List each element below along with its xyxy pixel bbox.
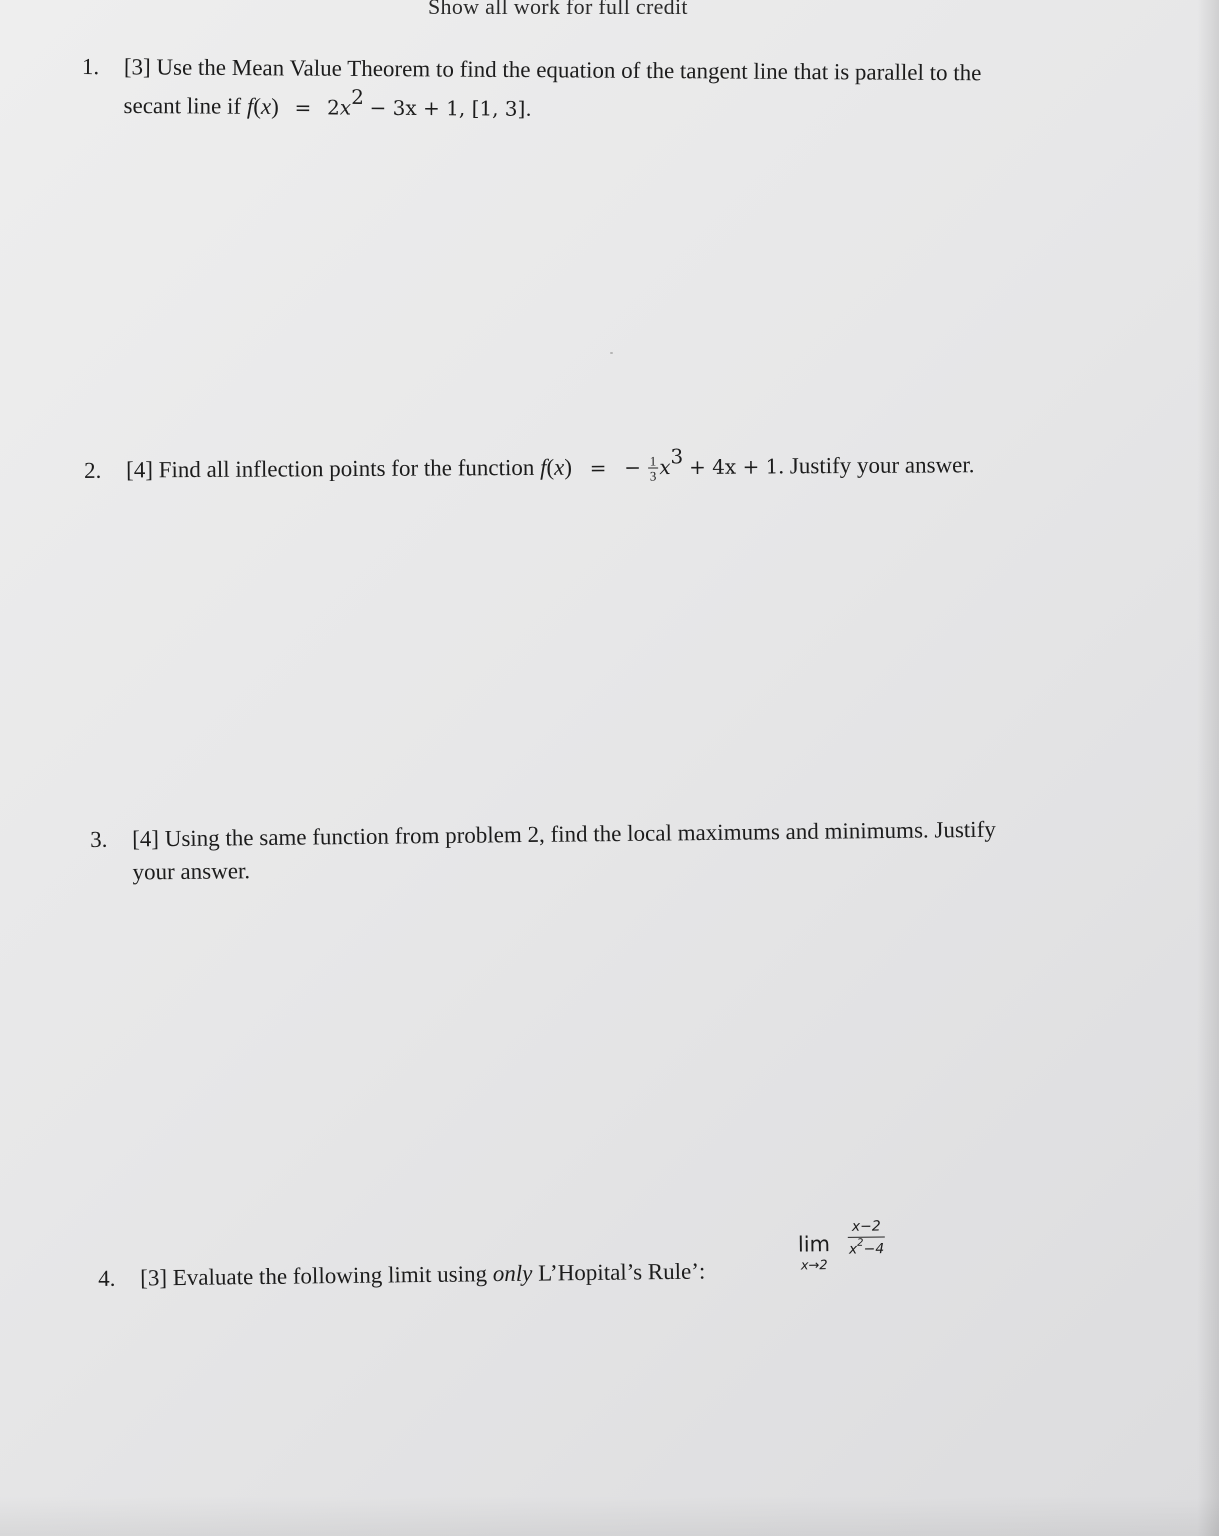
limit-fraction — [848, 1219, 885, 1258]
question-2-number: 2. — [84, 457, 102, 483]
question-3 — [90, 813, 996, 890]
function-rest: + 4x + 1 — [688, 454, 779, 479]
question-1-number: 1. — [81, 53, 100, 80]
question-1-line-2 — [81, 83, 981, 128]
question-4-prompt-a: [3] Evaluate the following limit using — [140, 1261, 488, 1291]
question-4-emphasis: only — [492, 1260, 533, 1287]
equals-sign: = — [589, 455, 607, 480]
function-rest: − 3x + 1, [1, 3]. — [369, 96, 532, 122]
question-4-number: 4. — [98, 1265, 116, 1291]
function-variable: x — [554, 454, 565, 480]
page-edge-shadow — [1197, 0, 1219, 1536]
page-bottom-shadow — [0, 1496, 1219, 1536]
fraction-one-third — [648, 455, 659, 483]
paren-open: ( — [546, 454, 555, 480]
question-4-prompt-b: L’Hopital’s Rule’: — [537, 1258, 706, 1286]
question-3-number: 3. — [90, 826, 108, 852]
variable: x — [659, 455, 671, 480]
paren-open: ( — [253, 94, 262, 120]
question-3-prompt: [4] Using the same function from problem 2, find the local maximums and minimums. Justify — [132, 816, 996, 852]
question-3-line-2: your answer. — [132, 858, 251, 885]
limit-subscript: x→2 — [800, 1258, 828, 1274]
coefficient: 2 — [327, 95, 340, 120]
paper-speck — [610, 352, 613, 354]
fraction-numerator: 1 — [649, 453, 657, 469]
question-4 — [98, 1255, 706, 1296]
paren-close: ) — [564, 454, 573, 480]
minus-sign: − — [624, 455, 642, 480]
question-1-prompt: [3] Use the Mean Value Theorem to find the equation of the tangent line that is parallel to the — [123, 54, 982, 86]
limit-expression — [797, 1218, 886, 1274]
question-1 — [81, 50, 981, 129]
instructions-header: Show all work for full credit — [428, 0, 688, 19]
limit-word: lim — [797, 1232, 831, 1257]
denominator-exponent: 2 — [857, 1238, 864, 1250]
limit-numerator: x−2 — [848, 1219, 885, 1238]
function-name: f — [246, 94, 254, 120]
limit-denominator — [848, 1238, 885, 1258]
function-name: f — [539, 454, 547, 480]
limit-operator — [798, 1232, 831, 1273]
paren-close: ) — [271, 94, 279, 120]
question-1-lead: secant line if — [123, 93, 242, 120]
fraction-denominator: 3 — [649, 468, 657, 484]
variable: x — [339, 95, 352, 120]
question-2-prompt: [4] Find all inflection points for the function — [126, 454, 535, 483]
exponent: 3 — [670, 444, 684, 469]
denominator-variable: x — [848, 1241, 858, 1258]
equals-sign: = — [294, 95, 312, 120]
function-variable: x — [260, 94, 272, 120]
question-2 — [84, 443, 975, 487]
denominator-rest: −4 — [863, 1241, 885, 1258]
exponent: 2 — [351, 85, 364, 110]
question-2-tail: . Justify your answer. — [778, 452, 975, 479]
